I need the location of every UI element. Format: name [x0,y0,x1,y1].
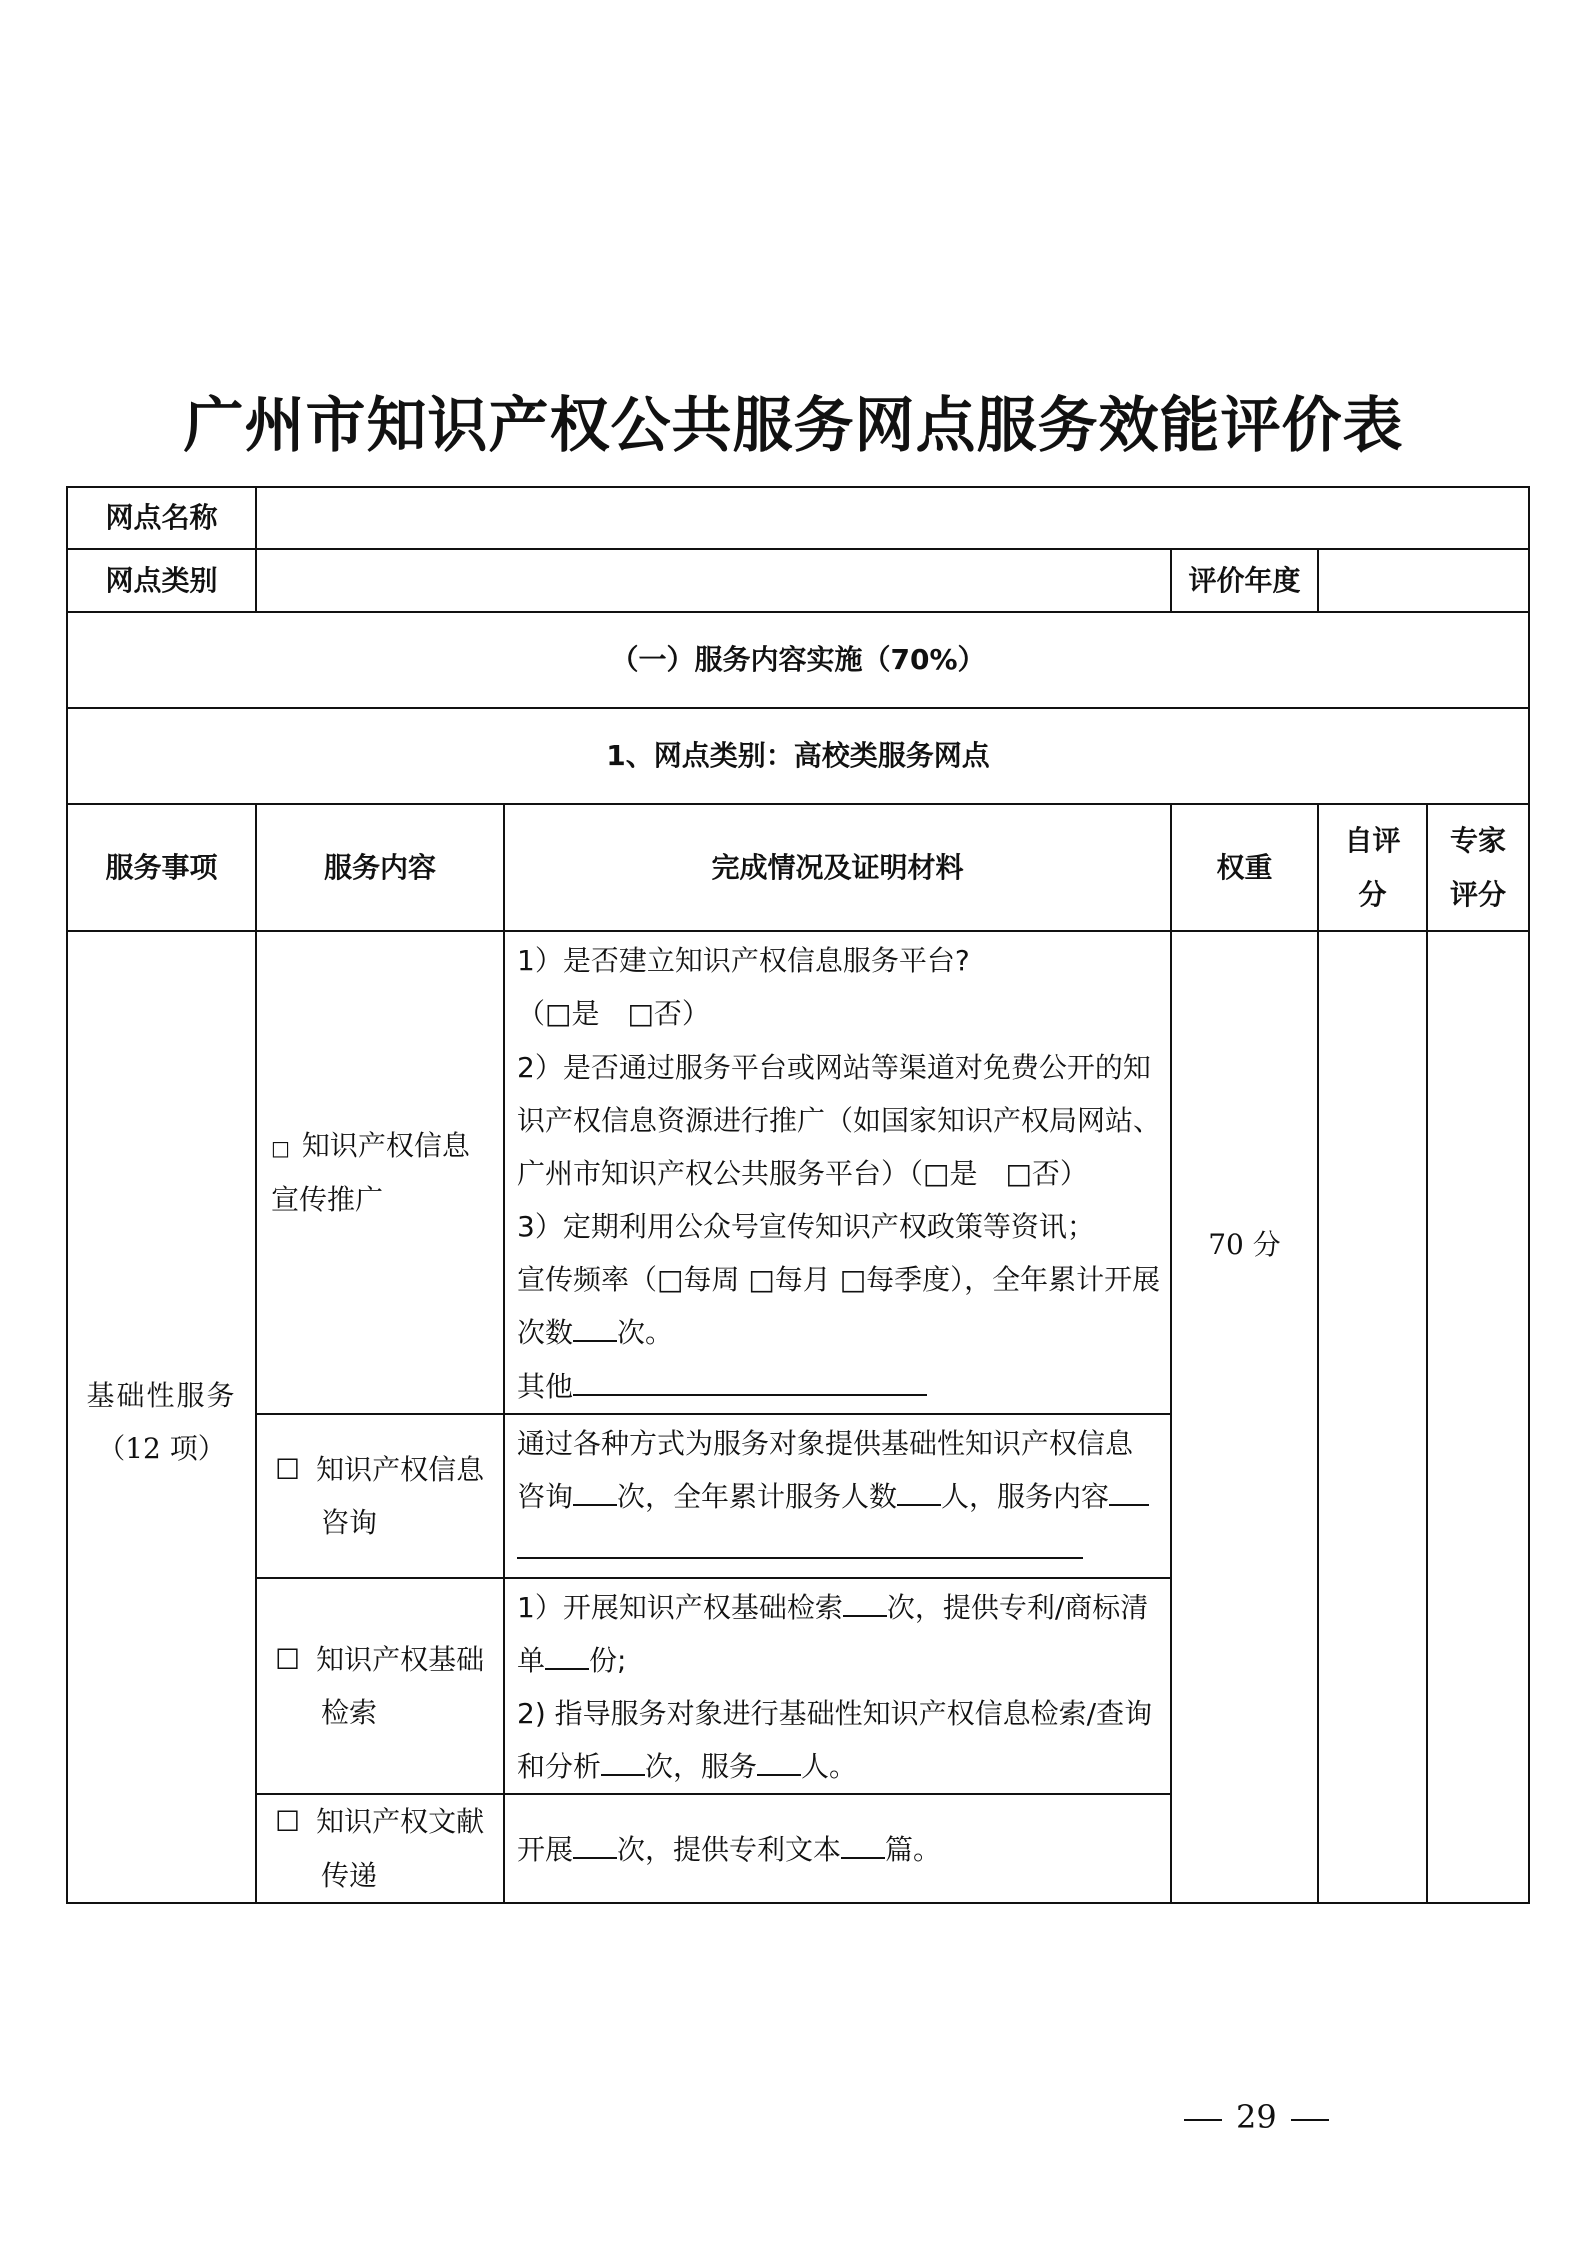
subsection-title-text: 1、网点类别：高校类服务网点 [606,739,990,773]
page-title: 广州市知识产权公共服务网点服务效能评价表 [183,391,1404,461]
section-row [67,612,1529,708]
completion-text: 次，提供专利/商标清 [886,1590,1149,1624]
completion-line: （□是 □否） [517,997,710,1031]
blank-field[interactable] [757,1748,801,1776]
blank-field[interactable] [573,1368,927,1396]
completion-line: 通过各种方式为服务对象提供基础性知识产权信息 [517,1427,1134,1460]
completion-line: 2）是否通过服务平台或网站等渠道对免费公开的知 [517,1050,1151,1084]
service-content-cell [256,931,504,1414]
column-header-row [67,804,1529,931]
completion-text: 1）开展知识产权基础检索 [517,1590,843,1624]
blank-field[interactable] [573,1831,617,1859]
service-content-text: 知识产权信息 [301,1129,470,1163]
page-footer [1170,2098,1343,2136]
completion-line [517,1360,1158,1413]
col-header-completion: 完成情况及证明材料 [504,804,1171,931]
completion-text: 次，全年累计服务人数 [617,1480,898,1514]
completion-line: 2) 指导服务对象进行基础性知识产权信息检索/查询 [517,1696,1153,1730]
blank-field[interactable] [897,1478,941,1506]
completion-line: 识产权信息资源进行推广（如国家知识产权局网站、 [517,1103,1162,1137]
checkbox-icon[interactable]: ☐ [275,1805,301,1839]
checkbox-icon[interactable]: □ [271,1136,290,1161]
service-content-line-2: 传递 [321,1858,378,1892]
service-group-name: 基础性服务 [86,1378,237,1412]
completion-text: 单 [517,1643,546,1677]
checkbox-icon[interactable]: ☐ [275,1642,301,1676]
table-row [67,931,1529,1414]
page-number: 29 [1236,2098,1277,2136]
weight-cell [1171,931,1318,1903]
completion-line: 3）定期利用公众号宣传知识产权政策等资讯； [517,1210,1095,1244]
site-type-row [67,549,1529,612]
service-group-count: （12 项） [97,1431,226,1465]
site-name-row [67,487,1529,549]
blank-field[interactable] [573,1314,617,1342]
completion-text: 次，服务 [645,1750,758,1784]
blank-field[interactable] [841,1831,885,1859]
col-header-weight: 权重 [1171,804,1318,931]
completion-text: 份; [589,1643,627,1677]
site-type-label: 网点类别 [67,549,256,612]
service-content-cell [256,1414,504,1578]
completion-cell [504,931,1171,1414]
service-content-text: 知识产权基础 [316,1642,485,1676]
footer-dash-left [1184,2119,1222,2121]
completion-text: 咨询 [517,1480,574,1514]
completion-line [517,1740,1158,1793]
completion-text: 次，提供专利文本 [617,1832,842,1866]
subsection-title [67,708,1529,804]
completion-text: 人，服务内容 [941,1480,1110,1514]
completion-line [517,1470,1158,1523]
col-header-self-score [1318,804,1427,931]
service-content-line-1 [275,1443,503,1496]
completion-cell [504,1794,1171,1902]
self-score-line-2: 分 [1358,877,1387,911]
evaluation-table [66,486,1530,1904]
completion-line [517,1581,1158,1634]
completion-line: 1）是否建立知识产权信息服务平台? [517,944,970,978]
service-content-line-1 [275,1795,503,1848]
service-content-line-2: 检索 [321,1695,378,1729]
completion-cell [504,1414,1171,1578]
completion-text: 其他 [517,1369,574,1403]
completion-line: 广州市知识产权公共服务平台）（□是 □否） [517,1156,1088,1190]
checkbox-icon[interactable]: ☐ [275,1452,301,1486]
service-content-line-2: 宣传推广 [271,1182,384,1216]
completion-text: 篇。 [885,1832,942,1866]
blank-field[interactable] [573,1478,617,1506]
col-header-item: 服务事项 [67,804,256,931]
site-type-field[interactable] [256,549,1171,612]
completion-text: 次数 [517,1316,574,1350]
completion-text: 人。 [801,1750,858,1784]
service-content-text: 知识产权信息 [316,1452,485,1486]
col-header-expert-score [1427,804,1529,931]
eval-year-label: 评价年度 [1171,549,1318,612]
blank-field[interactable] [601,1748,645,1776]
completion-cell [504,1578,1171,1795]
service-content-cell [256,1794,504,1902]
service-group-cell [67,931,256,1903]
subsection-row [67,708,1529,804]
blank-field[interactable] [843,1589,887,1617]
site-name-label: 网点名称 [67,487,256,549]
completion-line [517,1634,1158,1687]
expert-score-line-2: 评分 [1450,877,1507,911]
service-content-line-1 [275,1633,503,1686]
service-content-line-1 [271,1119,503,1172]
service-content-cell [256,1578,504,1795]
completion-text: 和分析 [517,1750,602,1784]
weight-value: 70 分 [1208,1228,1281,1261]
blank-field[interactable] [545,1642,589,1670]
completion-line [517,1823,1158,1876]
completion-text: 开展 [517,1832,574,1866]
footer-dash-right [1291,2119,1329,2121]
self-score-cell[interactable] [1318,931,1427,1903]
eval-year-field[interactable] [1318,549,1529,612]
self-score-line-1: 自评 [1344,824,1401,858]
section-title-text: （一）服务内容实施（70%） [610,643,986,677]
col-header-content: 服务内容 [256,804,504,931]
blank-field[interactable] [1109,1478,1149,1506]
completion-line: 宣传频率（□每周 □每月 □每季度），全年累计开展 [517,1263,1161,1297]
section-title [67,612,1529,708]
completion-line [517,1523,1158,1576]
completion-line [517,1306,1158,1359]
service-content-line-2: 咨询 [321,1505,378,1539]
completion-text: 次。 [617,1316,674,1350]
site-name-field[interactable] [256,487,1529,549]
expert-score-cell[interactable] [1427,931,1529,1903]
service-content-text: 知识产权文献 [316,1805,485,1839]
expert-score-line-1: 专家 [1450,824,1507,858]
blank-field[interactable] [517,1531,1083,1559]
